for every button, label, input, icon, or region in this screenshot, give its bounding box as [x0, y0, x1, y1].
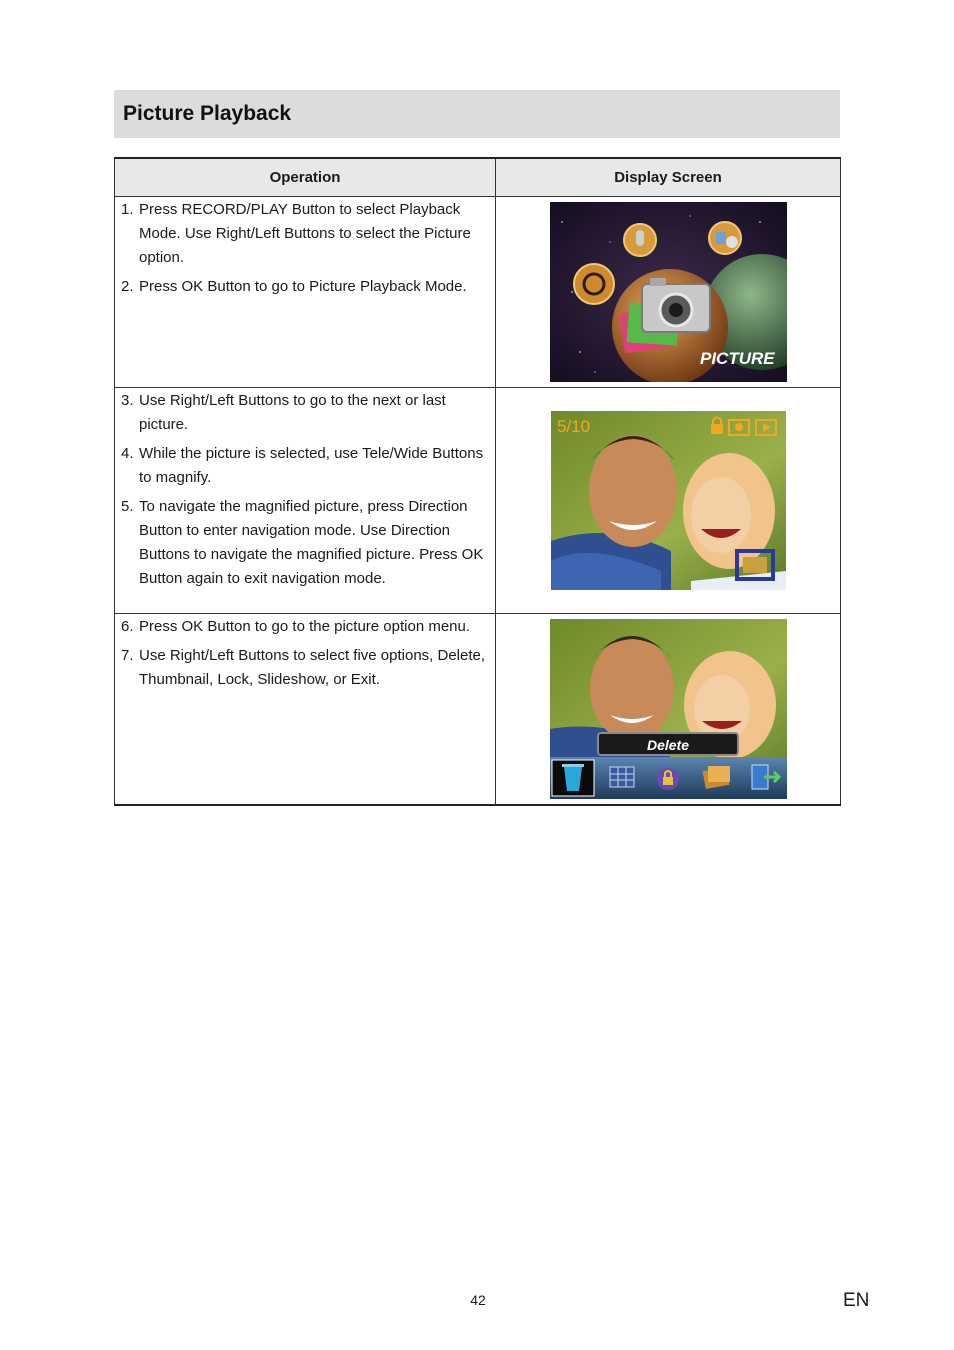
operation-header: Operation [115, 158, 496, 197]
thumbnail-icon [610, 767, 634, 787]
page-number: 42 [470, 1292, 486, 1308]
playback-mode-screenshot [550, 202, 787, 382]
picture-option-menu-screenshot [550, 619, 787, 799]
picture-counter: 5/10 [556, 417, 590, 436]
selected-option-label: Delete [646, 736, 689, 753]
language-label: EN [843, 1290, 870, 1311]
table-row [115, 197, 841, 388]
section-header [114, 90, 840, 138]
step-item: 3. Use Right/Left Buttons to go to the next or last picture. [121, 392, 446, 433]
operation-cell [115, 614, 496, 805]
display-cell [496, 197, 841, 388]
operation-cell [115, 388, 496, 614]
step-item: 1. Press RECORD/PLAY Button to select Playback Mode. Use Right/Left Buttons to select the Picture option. [121, 201, 471, 266]
step-item: 4. While the picture is selected, use Tele/Wide Buttons to magnify. [121, 445, 484, 486]
step-item: 2. Press OK Button to go to Picture Playback Mode. [121, 278, 467, 295]
operation-cell [115, 197, 496, 388]
display-cell [496, 614, 841, 805]
step-item: 5. To navigate the magnified picture, press Direction Button to enter navigation mode. Use Direction Buttons to navigate the magnified picture. Press OK Button again to exit navigation mode. [121, 498, 484, 587]
section-title: Picture Playback [123, 102, 292, 125]
table-row [115, 388, 841, 614]
screen-mode-caption: PICTURE [699, 349, 775, 368]
display-cell [496, 388, 841, 614]
step-item: 6. Press OK Button to go to the picture option menu. [121, 618, 471, 635]
picture-playback-screenshot [551, 411, 786, 590]
table-row [115, 614, 841, 805]
table-header-row [115, 158, 841, 197]
display-screen-header: Display Screen [496, 158, 841, 197]
lock-icon [657, 768, 679, 790]
step-item: 7. Use Right/Left Buttons to select five options, Delete, Thumbnail, Lock, Slideshow, or Exit. [121, 647, 486, 688]
operation-table [114, 157, 841, 806]
